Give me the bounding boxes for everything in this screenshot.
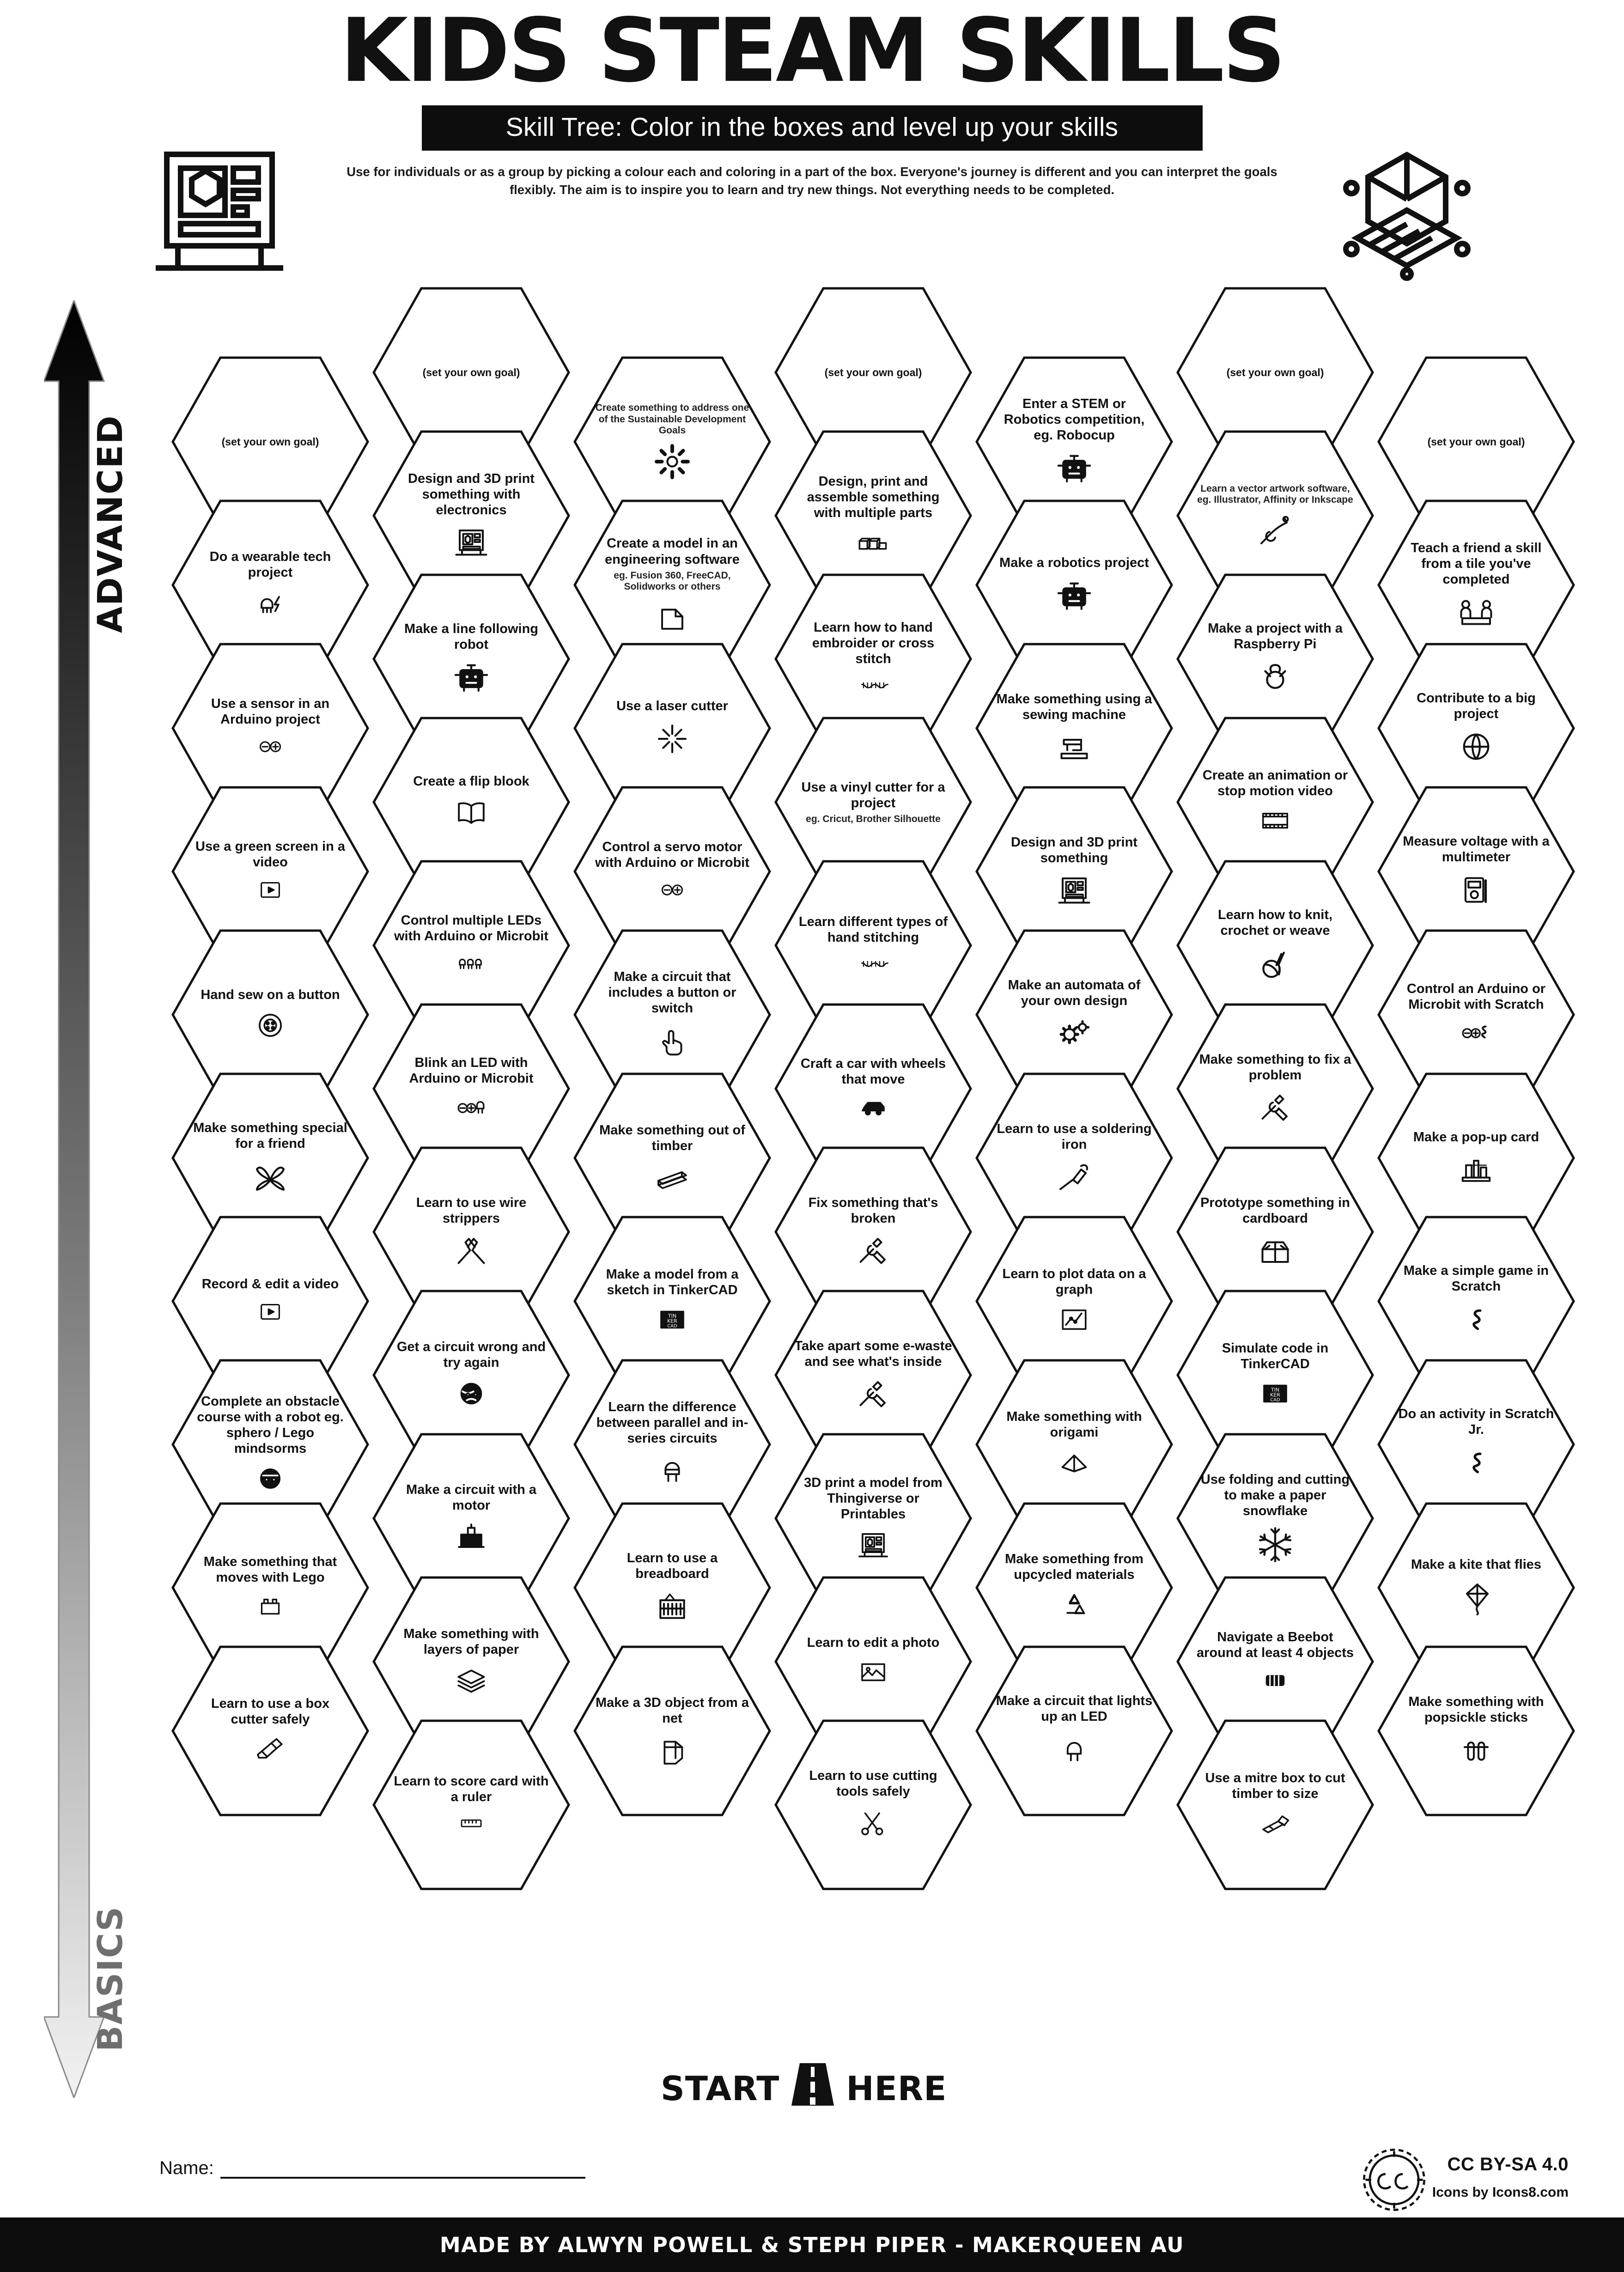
- cardboard-box-icon: [1253, 1232, 1298, 1269]
- skill-tile-label: Control multiple LEDs with Arduino or Microbit: [394, 913, 548, 944]
- svg-text:TIN: TIN: [1271, 1387, 1280, 1393]
- cc-stamp-icon: [1358, 2144, 1430, 2216]
- lego-brick-icon: [253, 1591, 288, 1621]
- arduino-icon: [651, 876, 693, 904]
- skill-tile-label: Use a laser cutter: [616, 698, 728, 713]
- tinkercad-icon: [1257, 1377, 1293, 1410]
- skill-tile-label: Make a project with a Raspberry Pi: [1208, 621, 1343, 652]
- intro-blurb: Use for individuals or as a group by picking a colour each and coloring in a part of the box. Everyone's journey is different and you can interpret the goals flexibly. The aim is to inspire you to learn and try new things. Not everything needs to be completed.: [347, 164, 1277, 197]
- license-text: CC BY-SA 4.0: [1447, 2154, 1569, 2175]
- recycle-icon: [1056, 1588, 1093, 1624]
- breadboard-icon: [653, 1587, 691, 1625]
- skill-tile-label: Learn to use a breadboard: [626, 1550, 718, 1581]
- scratch-icon: [1460, 1300, 1492, 1340]
- svg-text:TIN: TIN: [668, 1313, 677, 1319]
- stitch-icon: [839, 951, 908, 977]
- skill-tile-label: Use a vinyl cutter for a project: [801, 780, 945, 810]
- skill-tile-label: (set your own goal): [422, 366, 520, 378]
- skill-tile-label: Create a model in an engineering software: [605, 536, 740, 567]
- skill-tile-label: Learn how to hand embroider or cross stitch: [812, 620, 935, 667]
- skill-tile-label: Craft a car with wheels that move: [800, 1056, 946, 1087]
- skill-tile-label: Make an automata of your own design: [1008, 977, 1141, 1008]
- sphero-robot-icon: [253, 1462, 288, 1495]
- sewing-machine-icon: [1054, 728, 1095, 765]
- skill-tile[interactable]: [975, 1645, 1174, 1817]
- beebot-icon: [1255, 1666, 1295, 1694]
- skill-tile-label: Learn a vector artwork software, eg. Illustrator, Affinity or Inkscape: [1197, 483, 1353, 505]
- skill-tile-label: Make a pop-up card: [1413, 1129, 1539, 1145]
- line-chart-icon: [1054, 1303, 1094, 1336]
- icons-credit-text: Icons by Icons8.com: [1432, 2185, 1569, 2200]
- skill-tile-label: Prototype something in cardboard: [1200, 1195, 1350, 1226]
- skill-tile-label: Enter a STEM or Robotics competition, eg. Robocup: [1004, 396, 1145, 443]
- skill-tile-label: Design and 3D print something: [1011, 834, 1137, 865]
- skill-tile-label: Make a circuit that lights up an LED: [996, 1693, 1153, 1724]
- yarn-icon: [1255, 944, 1295, 984]
- skill-tile-label: Learn to plot data on a graph: [1002, 1266, 1146, 1297]
- axis-label-advanced: ADVANCED: [91, 414, 130, 633]
- skill-tile-label: Make a robotics project: [999, 555, 1149, 570]
- kite-icon: [1458, 1578, 1495, 1619]
- start-word: START: [661, 2069, 780, 2108]
- timber-icon: [648, 1159, 696, 1194]
- skill-tile-label: Learn different types of hand stitching: [798, 914, 948, 945]
- video-play-icon: [254, 1297, 287, 1326]
- vector-pen-icon: [1255, 511, 1296, 548]
- skill-tile-label: (set your own goal): [1226, 366, 1324, 378]
- start-here-marker: [661, 2063, 947, 2114]
- cad-model-icon: [654, 598, 691, 634]
- press-button-icon: [654, 1022, 690, 1060]
- printer-chip-icon: [1054, 871, 1094, 908]
- skill-tile-label: Navigate a Beebot around at least 4 objects: [1196, 1629, 1354, 1660]
- cube-net-icon: [654, 1732, 691, 1767]
- multi-led-icon: [444, 950, 499, 978]
- skill-tile[interactable]: [372, 1719, 571, 1891]
- skill-tile-label: Learn the difference between parallel and in-series circuits: [596, 1399, 748, 1446]
- skill-tile-label: Contribute to a big project: [1417, 690, 1536, 721]
- skill-tile-label: Create an animation or stop motion video: [1202, 767, 1348, 798]
- skill-tile-label: Record & edit a video: [201, 1276, 339, 1291]
- here-word: HERE: [846, 2069, 947, 2108]
- skill-tile-label: Simulate code in TinkerCAD: [1222, 1340, 1329, 1371]
- skill-tile-label: Learn how to knit, crochet or weave: [1217, 907, 1333, 938]
- skill-tile-label: Make something to fix a problem: [1199, 1052, 1351, 1083]
- skill-tile-label: Create something to address one of the Sustainable Development Goals: [595, 402, 749, 436]
- skill-tile-label: Make something with origami: [1006, 1409, 1142, 1440]
- skill-tile-label: Make something using a sewing machine: [996, 691, 1152, 722]
- robot-icon: [450, 658, 493, 697]
- led-icon: [1057, 1730, 1092, 1769]
- scratch-icon: [1460, 1443, 1492, 1483]
- car-icon: [850, 1093, 896, 1121]
- ruler-icon: [450, 1810, 493, 1836]
- road-icon: [790, 2063, 836, 2114]
- skill-tile-label: Control a servo motor with Arduino or Microbit: [595, 839, 749, 870]
- page-title: KIDS STEAM SKILLS: [340, 0, 1284, 102]
- box-cutter-icon: [248, 1733, 292, 1766]
- skill-tile-label: Learn to use a soldering iron: [997, 1121, 1152, 1152]
- skill-tile-label: (set your own goal): [1427, 435, 1525, 448]
- skill-tile-label: Make something with popsickle sticks: [1408, 1694, 1544, 1725]
- skill-tile-label: (set your own goal): [221, 435, 319, 448]
- skill-tile-sublabel: eg. Cricut, Brother Silhouette: [806, 814, 941, 825]
- skill-tile-label: Make a model from a sketch in TinkerCAD: [606, 1267, 739, 1297]
- skill-tile-label: Learn to edit a photo: [807, 1635, 940, 1650]
- skill-tile-label: (set your own goal): [824, 366, 922, 378]
- footer-credit: MADE BY ALWYN POWELL & STEPH PIPER - MAKERQUEEN AU: [0, 2217, 1624, 2272]
- open-book-icon: [453, 795, 490, 831]
- pliers-icon: [450, 1232, 492, 1269]
- skill-tile-label: Measure voltage with a multimeter: [1403, 834, 1550, 865]
- globe-icon: [1457, 727, 1496, 766]
- skill-tile[interactable]: [774, 1719, 973, 1891]
- printer-chip-icon: [451, 524, 491, 560]
- name-label: Name:: [159, 2158, 214, 2178]
- skill-tile-label: Learn to score card with a ruler: [394, 1773, 549, 1804]
- subtitle-banner: Skill Tree: Color in the boxes and level up your skills: [422, 105, 1203, 151]
- origami-icon: [1054, 1446, 1095, 1480]
- gears-icon: [1052, 1014, 1096, 1052]
- skill-tile-label: Design and 3D print something with electronics: [408, 471, 535, 518]
- multi-parts-icon: [843, 526, 903, 558]
- skill-tile-label: Learn to use wire strippers: [416, 1195, 527, 1226]
- skill-tile-label: Make something that moves with Lego: [203, 1554, 337, 1585]
- skill-tile-label: Teach a friend a skill from a tile you've completed: [1411, 540, 1542, 587]
- arduino-led-icon: [444, 1092, 499, 1122]
- robot-icon: [1053, 576, 1095, 615]
- photo-icon: [853, 1656, 893, 1688]
- robot-icon: [1053, 449, 1095, 487]
- soldering-iron-icon: [1053, 1158, 1095, 1195]
- scissors-icon: [857, 1805, 889, 1842]
- gift-bow-icon: [245, 1157, 296, 1196]
- skill-tile-label: Hand sew on a button: [201, 987, 340, 1002]
- svg-text:CAD: CAD: [1270, 1397, 1280, 1403]
- skill-tile-label: Make a kite that flies: [1411, 1557, 1542, 1572]
- video-play-icon: [254, 876, 287, 904]
- button-icon: [253, 1008, 287, 1042]
- skill-tile-label: Fix something that's broken: [808, 1195, 938, 1226]
- stitch-icon: [839, 672, 908, 698]
- skill-tile-label: Design, print and assemble something with multiple parts: [807, 474, 940, 521]
- mitre-box-icon: [1252, 1807, 1298, 1840]
- svg-text:CAD: CAD: [667, 1323, 677, 1329]
- skill-tile-label: Take apart some e-waste and see what's inside: [794, 1338, 952, 1369]
- skill-tile-sublabel: eg. Fusion 360, FreeCAD, Solidworks or others: [614, 570, 731, 592]
- skill-tile-label: Get a circuit wrong and try again: [396, 1339, 546, 1370]
- skill-tile-label: 3D print a model from Thingiverse or Printables: [804, 1475, 943, 1522]
- skill-tile-label: Make a 3D object from a net: [596, 1695, 749, 1726]
- raspberry-pi-icon: [1254, 658, 1296, 697]
- skill-tile-label: Control an Arduino or Microbit with Scratch: [1406, 981, 1546, 1012]
- film-strip-icon: [1253, 804, 1298, 837]
- skill-tile-label: Make a circuit that includes a button or switch: [608, 969, 736, 1016]
- skill-tile-label: Complete an obstacle course with a robot eg. sphero / Lego mindsorms: [197, 1394, 344, 1456]
- svg-text:KER: KER: [1270, 1392, 1280, 1398]
- name-input[interactable]: [220, 2175, 585, 2179]
- skill-tile-label: Use a mitre box to cut timber to size: [1205, 1770, 1345, 1801]
- led-bolt-icon: [249, 586, 291, 621]
- tools-icon: [853, 1375, 894, 1412]
- tools-icon: [1255, 1089, 1296, 1126]
- motor-icon: [452, 1519, 490, 1555]
- paper-layers-icon: [450, 1663, 493, 1697]
- sdg-wheel-icon: [652, 442, 692, 481]
- skill-tile-label: Make a line following robot: [404, 621, 539, 652]
- skill-tile[interactable]: [1176, 1719, 1375, 1891]
- multimeter-icon: [1457, 871, 1495, 909]
- arduino-icon: [249, 733, 292, 761]
- skill-tile-label: Do an activity in Scratch Jr.: [1398, 1406, 1554, 1437]
- name-field-row: [159, 2158, 585, 2179]
- tools-icon: [853, 1232, 894, 1269]
- skill-tile[interactable]: [573, 1645, 772, 1817]
- skill-tile-label: Create a flip blook: [413, 774, 529, 789]
- skill-tile-label: Use folding and cutting to make a paper snowflake: [1200, 1472, 1350, 1519]
- skill-tile-label: Make something from upcycled materials: [1005, 1551, 1143, 1582]
- skill-tile-label: Blink an LED with Arduino or Microbit: [409, 1055, 534, 1086]
- arduino-scratch-icon: [1449, 1018, 1503, 1048]
- printer-icon: [855, 1528, 891, 1562]
- axis-label-basics: BASICS: [91, 1906, 130, 2052]
- skill-tile[interactable]: [171, 1645, 370, 1817]
- skill-tile[interactable]: [1377, 1645, 1575, 1817]
- skill-tile-label: Use a green screen in a video: [195, 839, 345, 870]
- popup-card-icon: [1454, 1151, 1499, 1187]
- skill-tile-label: Learn to use a box cutter safely: [211, 1696, 330, 1727]
- skill-tile-label: Make something out of timber: [599, 1122, 745, 1153]
- skill-tile-label: Make something with layers of paper: [403, 1626, 539, 1657]
- skill-tile-label: Use a sensor in an Arduino project: [211, 696, 330, 727]
- skill-tile-label: Make a circuit with a motor: [406, 1482, 537, 1513]
- skill-tile-label: Learn to use cutting tools safely: [809, 1768, 937, 1799]
- teaching-icon: [1453, 593, 1499, 630]
- skill-tile-label: Do a wearable tech project: [209, 549, 331, 580]
- laser-icon: [651, 719, 693, 758]
- svg-text:KER: KER: [667, 1318, 677, 1324]
- snowflake-icon: [1254, 1524, 1296, 1565]
- burnt-face-icon: [453, 1376, 489, 1411]
- skill-tile-label: Make something special for a friend: [193, 1120, 347, 1151]
- popsicle-sticks-icon: [1458, 1731, 1495, 1768]
- tinkercad-icon: [654, 1304, 690, 1336]
- skill-tile-label: Make a simple game in Scratch: [1403, 1263, 1549, 1294]
- led-circuit-icon: [654, 1452, 690, 1490]
